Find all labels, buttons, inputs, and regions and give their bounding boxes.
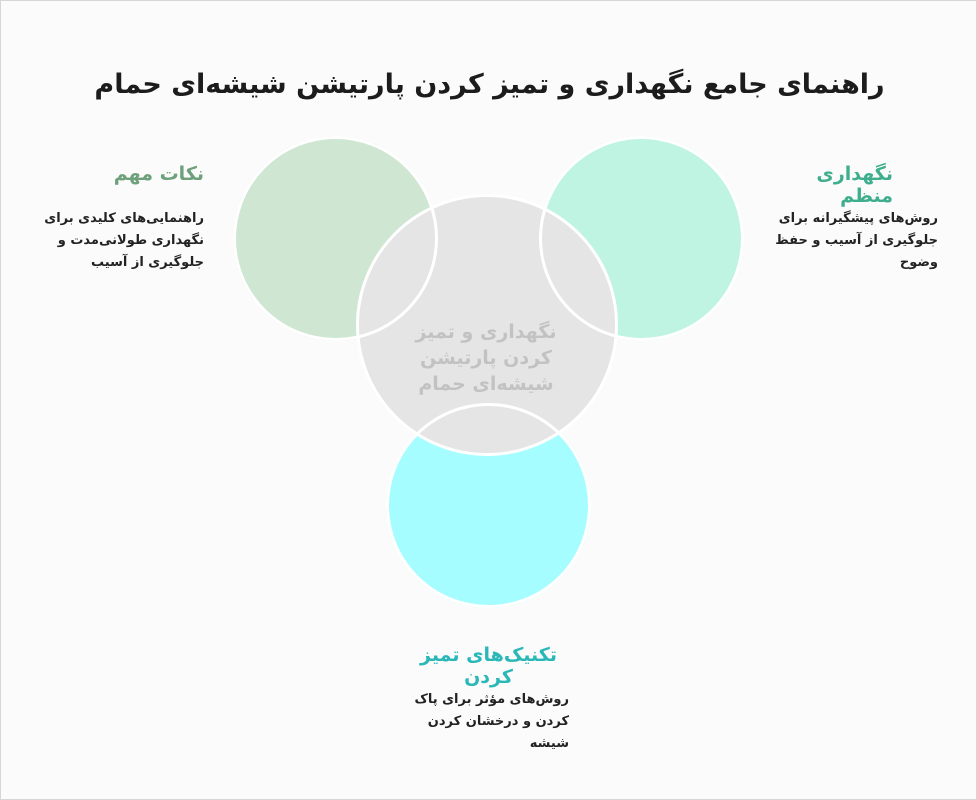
page-title: راهنمای جامع نگهداری و تمیز کردن پارتیشن شیشه‌ای حمام [94, 69, 885, 100]
notes-description: راهنمایی‌های کلیدی برای نگهداری طولانی‌مدت و جلوگیری از آسیب [44, 211, 204, 270]
notes-circle-outline [233, 136, 438, 341]
notes-heading: نکات مهم [113, 163, 204, 185]
maintenance-description: روش‌های پیشگیرانه برای جلوگیری از آسیب و حفظ وضوح [775, 211, 938, 270]
cleaning-circle-outline [386, 403, 591, 608]
maintenance-heading: نگهداری منظم [816, 163, 893, 207]
maintenance-circle-outline [539, 136, 744, 341]
cleaning-heading: تکنیک‌های تمیز کردن [420, 644, 557, 688]
center-label: نگهداری و تمیز کردن پارتیشن شیشه‌ای حمام [415, 321, 557, 395]
cleaning-description: روش‌های مؤثر برای پاک کردن و درخشان کردن شیشه [414, 692, 569, 751]
